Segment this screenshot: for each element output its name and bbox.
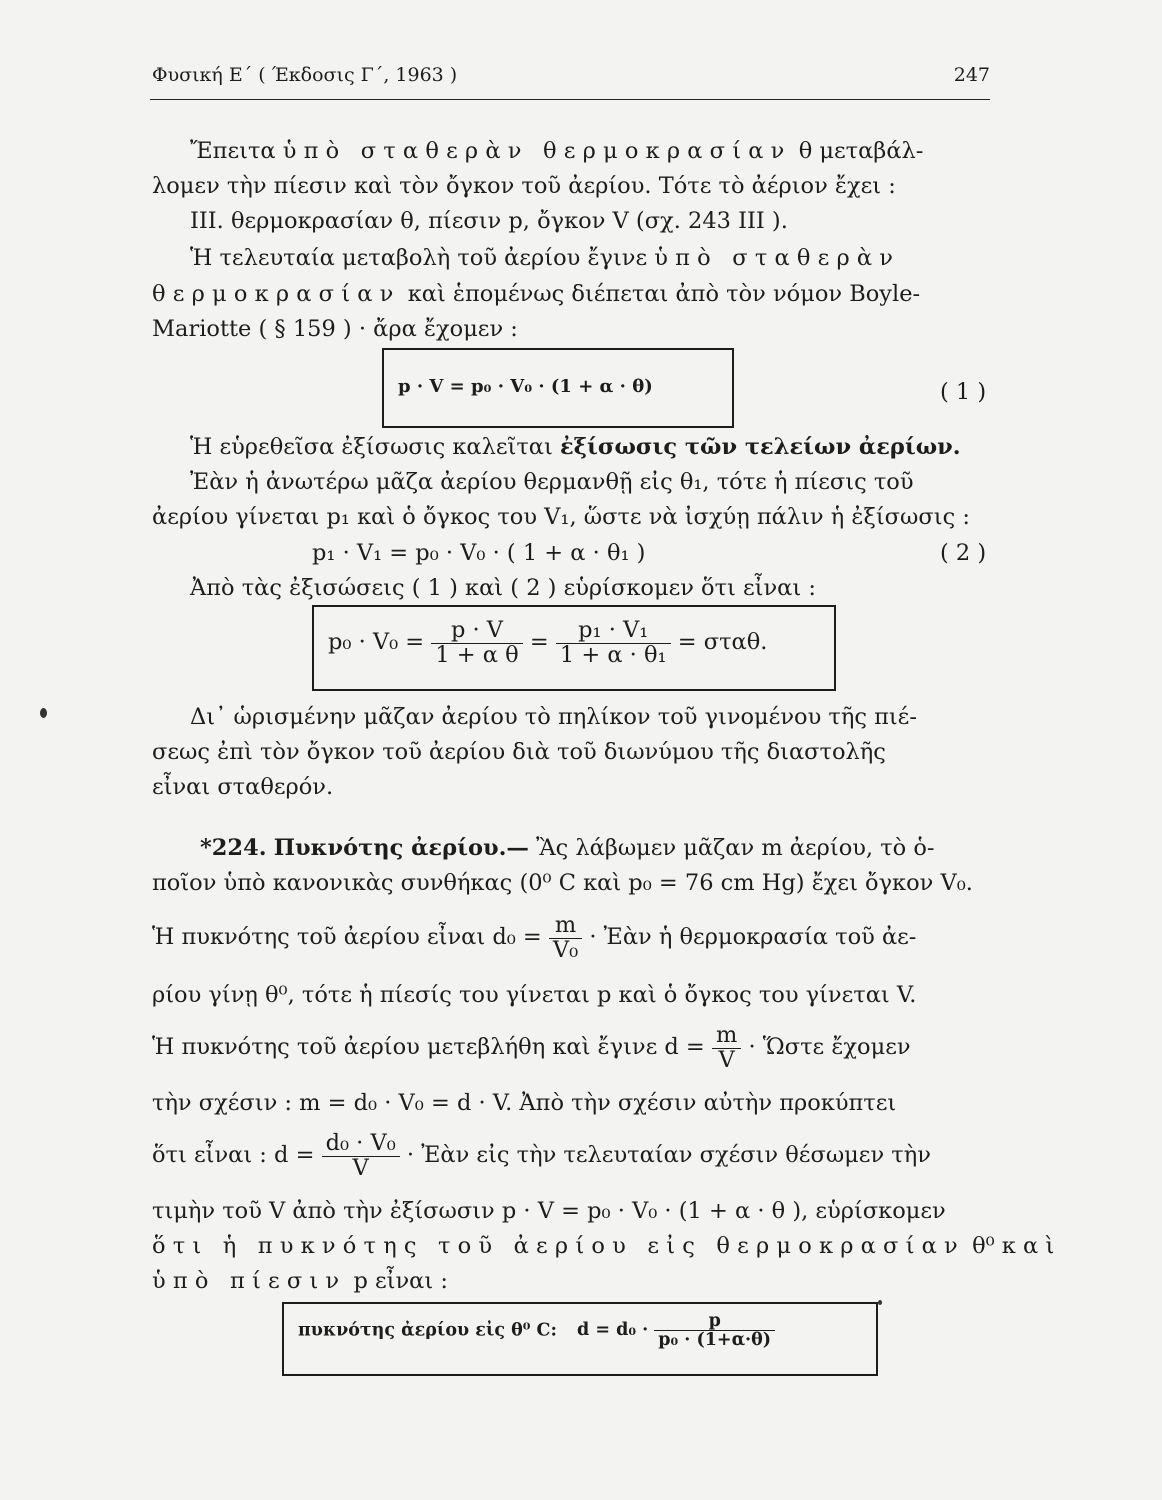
text-run: Ἡ τελευταία μεταβολὴ τοῦ ἀερίου ἔγινε xyxy=(190,245,648,271)
page-number: 247 xyxy=(953,64,990,86)
equation-label: ( 1 ) xyxy=(940,379,987,405)
equation-box xyxy=(282,1302,878,1376)
text-run: θ μεταβάλ- xyxy=(798,138,924,164)
paragraph-line xyxy=(152,914,916,962)
equation-term: = σταθ. xyxy=(677,629,768,656)
text-run: · Ἐὰν ἡ θερμοκρασία τοῦ ἀε- xyxy=(589,924,917,951)
equation-box xyxy=(312,605,836,691)
fraction-numerator: p₁ · V₁ xyxy=(556,619,671,644)
spaced-text: ὑπὸ σταθερὰν xyxy=(654,245,901,271)
bold-term: ἐξίσωσις τῶν τελείων ἀερίων. xyxy=(559,434,961,460)
equation-caption: πυκνότης ἀερίου εἰς θ⁰ C: xyxy=(298,1320,557,1341)
scan-speck xyxy=(878,1300,882,1305)
text-run: καὶ ἑπομένως διέπεται ἀπὸ τὸν νόμον xyxy=(407,281,843,307)
fraction-denominator: 1 + α · θ₁ xyxy=(559,641,667,668)
equation-3 xyxy=(328,619,767,667)
paragraph-line xyxy=(190,243,900,273)
text-run: Ἡ πυκνότης τοῦ ἀερίου εἶναι d₀ = xyxy=(152,924,542,951)
equation-label: ( 2 ) xyxy=(940,540,987,566)
text-run: Ἂς λάβωμεν μᾶζαν m ἀερίου, τὸ ὁ- xyxy=(536,835,935,861)
section-number: *224. xyxy=(200,835,267,861)
text-run: θ⁰ xyxy=(972,1233,995,1259)
fraction-numerator: d₀ · V₀ xyxy=(322,1132,400,1157)
paragraph-line: Mariotte ( § 159 ) · ἄρα ἔχομεν : xyxy=(152,316,518,342)
fraction xyxy=(556,619,671,667)
paragraph-line: ποῖον ὑπὸ κανονικὰς συνθήκας (0⁰ C καὶ p₀ = 76 cm Hg) ἔχει ὄγκον V₀. xyxy=(152,870,973,896)
spaced-text: καὶ xyxy=(1001,1233,1062,1259)
fraction-denominator: V xyxy=(718,1046,735,1073)
fraction xyxy=(549,914,582,962)
paragraph-line xyxy=(152,279,920,309)
equation-1: p · V = p₀ · V₀ · (1 + α · θ) xyxy=(398,376,653,397)
section-heading-line xyxy=(200,833,935,863)
paragraph-line: τὴν σχέσιν : m = d₀ · V₀ = d · V. Ἀπὸ τὴν σχέσιν αὐτὴν προκύπτει xyxy=(152,1090,897,1116)
text-run: · Ἐὰν εἰς τὴν τελευταίαν σχέσιν θέσωμεν τὴν xyxy=(406,1142,931,1169)
text-run: Ἡ πυκνότης τοῦ ἀερίου μετεβλήθη καὶ ἔγινε d = xyxy=(152,1034,705,1061)
fraction xyxy=(431,619,522,667)
section-title: Πυκνότης ἀερίου.— xyxy=(273,835,529,861)
fraction-denominator: 1 + α θ xyxy=(435,641,519,668)
paragraph-line: εἶναι σταθερόν. xyxy=(152,774,334,800)
fraction-denominator: V xyxy=(352,1154,369,1181)
paragraph-line: ρίου γίνῃ θ⁰, τότε ἡ πίεσίς του γίνεται p καὶ ὁ ὄγκος του γίνεται V. xyxy=(152,982,917,1008)
fraction-numerator: p xyxy=(654,1312,775,1331)
paragraph-line: Ἀπὸ τὰς ἐξισώσεις ( 1 ) καὶ ( 2 ) εὑρίσκομεν ὅτι εἶναι : xyxy=(190,575,816,601)
equation-term: = xyxy=(529,629,549,656)
equation-2: p₁ · V₁ = p₀ · V₀ · ( 1 + α · θ₁ ) xyxy=(312,540,646,566)
spaced-text: ὑπὸ σταθερὰν θερμοκρασίαν xyxy=(282,138,792,164)
text-run: ὅτι εἶναι : d = xyxy=(152,1142,315,1169)
fraction xyxy=(322,1132,400,1180)
paragraph-line xyxy=(152,1231,1061,1261)
paragraph-line xyxy=(152,1266,448,1296)
paragraph-line xyxy=(152,1132,931,1180)
header-rule xyxy=(150,99,990,100)
paragraph-line xyxy=(190,432,961,462)
fraction-numerator: p · V xyxy=(431,619,522,644)
spaced-text: ὅτι ἡ πυκνότης τοῦ ἀερίου εἰς θερμοκρασίαν xyxy=(152,1233,965,1259)
text-run: Ἡ εὑρεθεῖσα ἐξίσωσις καλεῖται xyxy=(190,434,553,460)
paragraph-line: ἀερίου γίνεται p₁ καὶ ὁ ὄγκος του V₁, ὥστε νὰ ἰσχύῃ πάλιν ἡ ἐξίσωσις : xyxy=(152,504,970,530)
fraction-numerator: m xyxy=(712,1024,741,1049)
scan-speck xyxy=(40,708,47,718)
spaced-text: ὑπὸ πίεσιν xyxy=(152,1268,347,1294)
fraction xyxy=(712,1024,741,1072)
paragraph-line xyxy=(152,1024,911,1072)
equation-term: d = d₀ · xyxy=(577,1320,649,1341)
text-run: · Ὥστε ἔχομεν xyxy=(748,1034,911,1061)
fraction-denominator: p₀ · (1+α·θ) xyxy=(658,1330,772,1351)
paragraph-line xyxy=(190,136,923,166)
paragraph-line: Ἐὰν ἡ ἀνωτέρω μᾶζα ἀερίου θερμανθῇ εἰς θ₁, τότε ἡ πίεσις τοῦ xyxy=(190,469,914,495)
equation-4 xyxy=(298,1312,775,1350)
paragraph-line: III. θερμοκρασίαν θ, πίεσιν p, ὄγκον V (σχ. 243 III ). xyxy=(190,208,788,234)
spaced-text: θερμοκρασίαν xyxy=(152,281,401,307)
paragraph-line: σεως ἐπὶ τὸν ὄγκον τοῦ ἀερίου διὰ τοῦ διωνύμου τῆς διαστολῆς xyxy=(152,739,886,765)
text-run: Ἔπειτα xyxy=(190,138,276,164)
fraction-numerator: m xyxy=(549,914,582,939)
running-title: Φυσική Ε΄ ( Έκδοσις Γ΄, 1963 ) xyxy=(152,64,458,86)
fraction-denominator: V₀ xyxy=(552,936,579,963)
text-run: p εἶναι : xyxy=(353,1268,448,1294)
paragraph-line: τιμὴν τοῦ V ἀπὸ τὴν ἐξίσωσιν p · V = p₀ · V₀ · (1 + α · θ ), εὑρίσκομεν xyxy=(152,1198,946,1224)
equation-box xyxy=(382,348,734,428)
text-run: Boyle- xyxy=(849,281,921,307)
equation-term: p₀ · V₀ = xyxy=(328,629,425,656)
paragraph-line: Δι᾽ ὡρισμένην μᾶζαν ἀερίου τὸ πηλίκον τοῦ γινομένου τῆς πιέ- xyxy=(190,704,917,730)
paragraph-line: λομεν τὴν πίεσιν καὶ τὸν ὄγκον τοῦ ἀερίου. Τότε τὸ ἀέριον ἔχει : xyxy=(152,173,896,199)
fraction xyxy=(654,1312,775,1350)
